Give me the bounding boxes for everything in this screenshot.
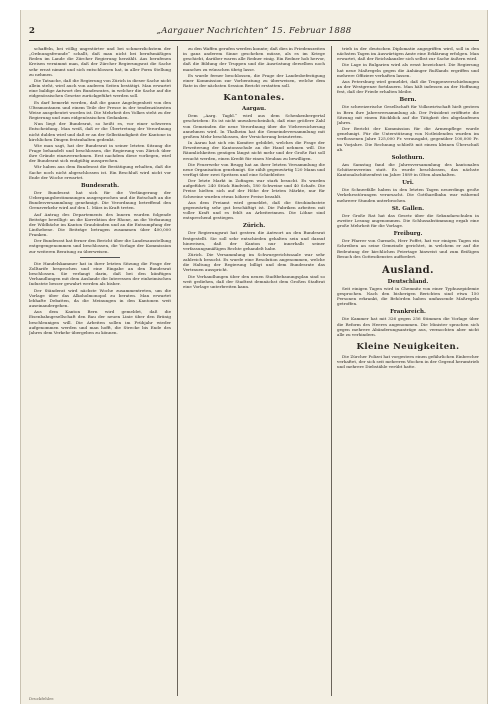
column-2: [183, 46, 325, 696]
paragraph: Die schweizerische Gesellschaft für Volkswirtschaft hielt gestern in Bern ihre Jahresversammlung ab. Der Präsident eröffnete die Sitzung mit einem Rückblick auf die Tätigkeit des abgelaufenen Jahres.: [337, 104, 479, 125]
column-rule: [331, 46, 332, 696]
paragraph: Der Bundesrat hat sich für die Verlängerung der Uebergangsbestimmungen ausgesprochen und die Botschaft an die Bundesversammlung genehmigt. Die Verordnung betreffend den Grenzverkehr wird auf den 1. März in Kraft treten.: [29, 189, 171, 211]
paragraph: Aus Petersburg wird gemeldet, daß die Truppenverschiebungen an der Westgrenze fortdauern. Man hält indessen an der Hoffnung fest, daß der Friede erhalten bleibe.: [337, 78, 479, 95]
paragraph: Die Zürcher Polizei hat vorgestern einen gefährlichen Einbrecher verhaftet, der sich seit mehreren Wochen in der Gegend herumtrieb und mehrere Diebstähle verübt hatte.: [337, 354, 479, 370]
place-heading: Freiburg.: [393, 231, 423, 238]
paragraph: Der Bundesrat hat ferner den Bericht über die Landesausstellung entgegengenommen und beschlossen, die Vorlage der Kommission zur weiteren Beratung zu überweisen.: [29, 238, 171, 254]
paragraph: Die Handelskammer hat in ihrer letzten Sitzung die Frage der Zolltarife besprochen und eine Eingabe an den Bundesrat beschlossen. Sie verlangt darin, daß bei den künftigen Verhandlungen mit dem Auslande die Interessen der einheimischen Industrie besser gewahrt werden als bisher.: [29, 260, 171, 287]
paragraph: Die Schneefälle haben in den letzten Tagen neuerdings große Verkehrsstörungen verursacht. Die Gotthardbahn war während mehrerer Stunden unterbrochen.: [337, 187, 479, 203]
paragraph: Der Bericht der Kommission für die Armenpflege wurde genehmigt. Für die Unterstützung von Notleidenden wurden im verflossenen Jahre 125,000 Fr. verausgabt, gegenüber 100,000 Fr. im Vorjahre. Die Rechnung schließt mit einem kleinen Überschuß ab.: [337, 126, 479, 152]
section-subheading: Aargau.: [241, 106, 267, 113]
section-heading-kleine-neuigkeiten: Kleine Neuigkeiten.: [356, 342, 460, 353]
paragraph: Wie man sagt, hat der Bundesrat in seiner letzten Sitzung die Frage behandelt und beschlossen, die Regierung von Zürich über ihre Gründe einzuvernehmen. Erst nachdem diese vorliegen, wird der Bundesrat sich endgültig aussprechen.: [29, 142, 171, 164]
masthead-title: „Aargauer Nachrichten“ 15. Februar 1888: [156, 26, 352, 36]
paragraph: Aus dem Freiamt wird gemeldet, daß die Strohindustrie gegenwärtig sehr gut beschäftigt ist. Die Fabriken arbeiten mit voller Kraft und es fehlt an Arbeiterinnen. Die Löhne sind entsprechend gestiegen.: [183, 199, 325, 221]
section-heading-ausland: Ausland.: [382, 264, 434, 276]
footer-note: Druckfehler.: [29, 696, 55, 701]
section-subheading: Bundesrath.: [80, 182, 119, 189]
divider: [80, 257, 120, 258]
column-3: [337, 46, 479, 696]
paragraph: Auf Antrag des Departements des Innern wurden folgende Beiträge bewilligt: an die Korrektion der Rhone, an die Verbauung der Wildbäche im Kanton Graubünden und an die Entsumpfung der Linthebene. Die Beiträge betragen zusammen über 400,000 Franken.: [29, 211, 171, 238]
place-heading: Uri.: [402, 180, 414, 187]
paragraph: Die Kammer hat mit 326 gegen 256 Stimmen die Vorlage über die Reform des Heeres angenommen. Die Minister sprachen sich gegen mehrere Abänderungsanträge aus, vermochten aber nicht alle zu verhindern.: [337, 316, 479, 337]
paragraph: Die Verhandlungen über den neuen Stadtbebauungsplan sind so weit gediehen, daß der Stadtrat demnächst dem Großen Stadtrat eine Vorlage unterbreiten kann.: [183, 273, 325, 289]
paragraph: Die Feuerwehr von Brugg hat an ihrer letzten Versammlung die neue Organisation genehmigt. Sie zählt gegenwärtig 120 Mann und verfügt über zwei Spritzen und eine Schiebleiter.: [183, 161, 325, 177]
place-heading: St. Gallen.: [391, 205, 425, 212]
paragraph: Es wurde ferner beschlossen, die Frage der Landesbefestigung einer Kommission zur Vorberatung zu überweisen, welche dem Rate in der nächsten Session Bericht erstatten soll.: [183, 72, 325, 89]
section-subheading: Zürich.: [242, 223, 266, 230]
paragraph: Dem „Aarg. Tagbl.“ wird aus dem Schenkenbergertal geschrieben: Es ist nicht unwahrscheinlich, daß eine größere Zahl von Gemeinden die neue Verordnung über die Viehversicherung annehmen wird. In Thalheim hat die Gemeindeversammlung mit großem Mehr beschlossen, der Versicherung beizutreten.: [183, 113, 325, 139]
paragraph: zu den Waffen gerufen werden konnte; daß dies in Friedenszeiten in ganz anderem Sinne geschehen müsse, als es im Kriege geschieht, darüber waren alle Redner einig. Ein Redner hob hervor, daß die Bildung der Truppen und die Ausrüstung derselben noch manches zu wünschen übrig lasse.: [183, 46, 325, 72]
place-heading: Solothurn.: [391, 154, 425, 161]
paragraph: Der Regierungsrat hat gestern die Antwort an den Bundesrat festgestellt. Sie soll sehr entschieden gehalten sein und darauf hinweisen, daß der Kanton nur innerhalb seiner verfassungsmäßigen Rechte gehandelt habe.: [183, 230, 325, 251]
paragraph: Am Samstag fand die Jahresversammlung des kantonalen Schützenvereins statt. Es wurde beschlossen, das nächste Kantonalschützenfest im Jahre 1889 in Olten abzuhalten.: [337, 161, 479, 178]
section-heading-kantonales: Kantonales.: [223, 93, 285, 104]
page-header: [29, 24, 479, 41]
paragraph: Die Lage in Bulgarien wird als ernst bezeichnet. Die Regierung hat neue Maßregeln gegen die Anhänger Rußlands ergriffen und mehrere Offiziere verhaften lassen.: [337, 62, 479, 78]
paragraph: Der letzte Markt in Zofingen war stark besucht. Es wurden aufgeführt: 240 Stück Rindvieh, 180 Schweine und 40 Schafe. Die Preise hielten sich auf der Höhe der letzten Märkte, nur für Schweine wurden etwas höhere Preise bezahlt.: [183, 178, 325, 199]
paragraph: trieb in der deutschen Diplomatie angegriffen wird, soll in den nächsten Tagen im Auswärtigen Amte eine Erklärung erfolgen. Man erwartet, daß der Reichskanzler sich selbst zur Sache äußern wird.: [337, 46, 479, 62]
paragraph: Der Pfarrer von Gurmels, Herr Poffet, hat vor einigen Tagen ein Schreiben an seine Gemeinde gerichtet, in welchem er auf die Bedeutung der kirchlichen Feiertage hinweist und zum fleißigen Besuch des Gottesdienstes auffordert.: [337, 238, 479, 259]
paragraph: Zürich. Die Versammlung im Schwurgerichtssaale war sehr zahlreich besucht. Es wurde eine Resolution angenommen, welche die Haltung der Regierung billigt und dem Bundesrate das Vertrauen ausspricht.: [183, 252, 325, 273]
paragraph: Nun liegt der Bundesrat, so heißt es, vor einer schweren Entscheidung. Man weiß, daß er die Übertretung der Verordnung nicht dulden wird und daß er an der Selbständigkeit der Kantone in kirchlichen Dingen festzuhalten gedenkt.: [29, 121, 171, 142]
paragraph: Seit einigen Tagen wird in Chemnitz von einer Typhusepidemie gesprochen. Nach den bisherigen Berichten sind etwa 150 Personen erkrankt, die Behörden haben umfassende Maßregeln getroffen.: [337, 285, 479, 307]
paragraph: Es darf bemerkt werden, daß die ganze Angelegenheit von den Ultramontanen und einem Teile der Presse in der tendenziösesten Weise ausgebeutet worden ist. Die Mehrheit des Volkes steht zu der Regierung und zum eidgenössischen Gedanken.: [29, 99, 171, 121]
section-subheading: Frankreich.: [390, 309, 426, 316]
column-rule: [177, 46, 178, 696]
paragraph: Der Große Rat hat das Gesetz über die Sekundarschulen in zweiter Lesung angenommen. Die Schlussabstimmung ergab eine große Mehrheit für die Vorlage.: [337, 212, 479, 229]
place-heading: Bern.: [399, 97, 417, 104]
newspaper-page: [20, 10, 488, 704]
paragraph: In Aarau hat sich ein Komitee gebildet, welches die Frage der Erweiterung der Kantonsschule an die Hand nehmen will. Die Räumlichkeiten genügen längst nicht mehr und der Große Rat soll ersucht werden, einen Kredit für einen Neubau zu bewilligen.: [183, 140, 325, 161]
paragraph: Die Tatsache, daß die Regierung von Zürich in dieser Sache nicht allein steht, wird auch von anderen Seiten bestätigt. Man erwartet eine baldige Antwort des Bundesrates, in welcher die Sache auf die eidgenössischen Gesetze zurückgeführt werden soll.: [29, 77, 171, 99]
paragraph: Aus dem Kanton Bern wird gemeldet, daß die Eisenbahngesellschaft den Bau der neuen Linie über den Brünig beschleunigen will. Die Arbeiten sollen im Frühjahr wieder aufgenommen werden und man hofft, die Strecke bis Ende des Jahres dem Verkehr übergeben zu können.: [29, 309, 171, 335]
paragraph: Der Ständerat wird nächste Woche zusammentreten, um die Vorlage über das Alkoholmonopol zu beraten. Man erwartet lebhafte Debatten, da die Meinungen in den Kantonen weit auseinandergehen.: [29, 287, 171, 309]
column-1: [29, 46, 171, 696]
paragraph: Wir haben aus dem Bundesrat die Bestätigung erhalten, daß die Sache noch nicht abgeschlossen ist. Ein Beschluß wird nicht vor Ende der Woche erwartet.: [29, 164, 171, 180]
page-number: 2: [29, 26, 35, 36]
paragraph: schaffeln, bei völlig ungestörter und bei schmerzlichstem der „Ordnungsfreunde“ schallt, daß man nicht bei berufsmäßigen Reden im Lande die Zürcher Regierung herzählt. Aus berufenen Kreisen vernimmt man, daß der Zürcher Regierungsrat die Sache sehr ernst nimmt und sich entschlossen hat, in aller Form Stellung zu nehmen.: [29, 46, 171, 77]
section-subheading: Deutschland.: [387, 278, 429, 285]
